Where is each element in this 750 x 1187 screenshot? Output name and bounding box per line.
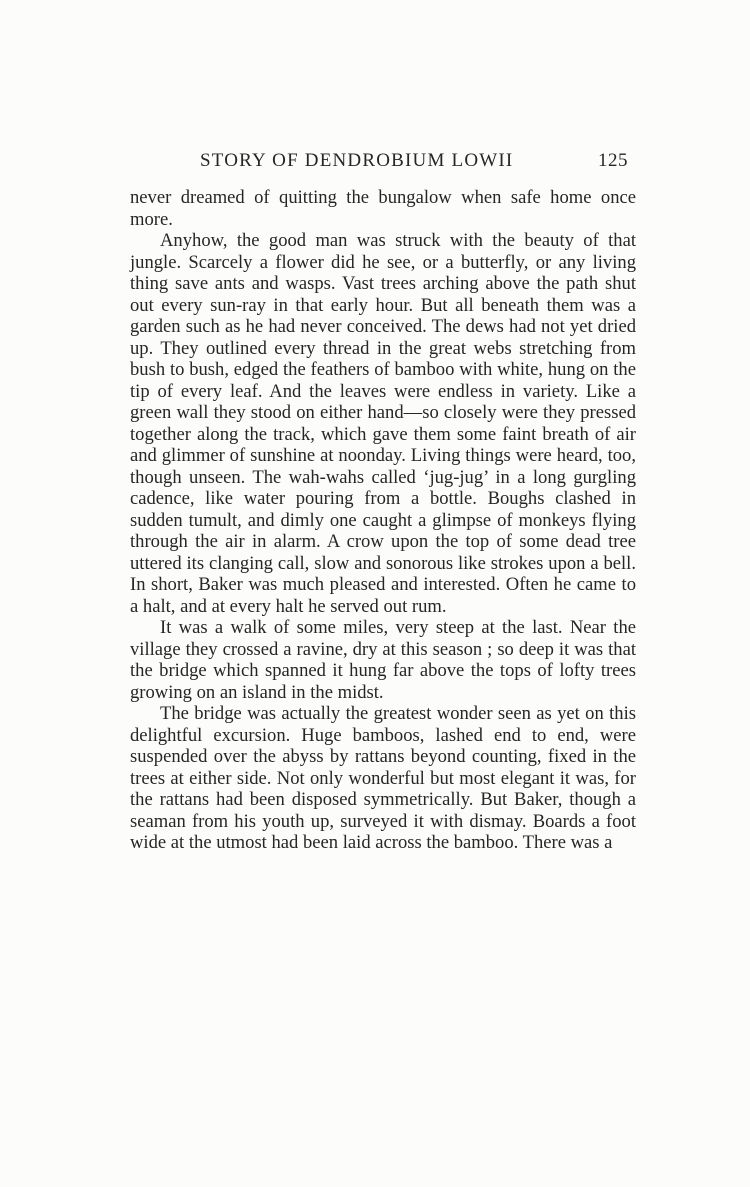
body-text: [130, 187, 636, 854]
paragraph: Anyhow, the good man was struck with the beauty of that jungle. Scarcely a flower did he see, or a butterfly, or any living thing save ants and wasps. Vast trees arching above the path shut out every sun-ray in that early hour. But all beneath them was a garden such as he had never conceived. The dews had not yet dried up. They outlined every thread in the great webs stretching from bush to bush, edged the feathers of bamboo with white, hung on the tip of every leaf. And the leaves were endless in variety. Like a green wall they stood on either hand—so closely were they pressed together along the track, which gave them some faint breath of air and glimmer of sunshine at noonday. Living things were heard, too, though unseen. The wah-wahs called ‘jug-jug’ in a long gurgling cadence, like water pouring from a bottle. Boughs clashed in sudden tumult, and dimly one caught a glimpse of monkeys flying through the air in alarm. A crow upon the top of some dead tree uttered its clanging call, slow and sonorous like strokes upon a bell. In short, Baker was much pleased and interested. Often he came to a halt, and at every halt he served out rum.: [130, 230, 636, 617]
paragraph: The bridge was actually the greatest wonder seen as yet on this delightful excursion. Huge bamboos, lashed end to end, were suspended over the abyss by rattans beyond counting, fixed in the trees at either side. Not only wonderful but most elegant it was, for the rattans had been disposed symmetrically. But Baker, though a seaman from his youth up, surveyed it with dismay. Boards a foot wide at the utmost had been laid across the bamboo. There was a: [130, 703, 636, 853]
page-header: [200, 150, 640, 176]
paragraph-continuation: never dreamed of quitting the bungalow when safe home once more.: [130, 187, 636, 230]
running-head: STORY OF DENDROBIUM LOWII: [200, 150, 514, 171]
paragraph: It was a walk of some miles, very steep at the last. Near the village they crossed a ravine, dry at this season ; so deep it was that the bridge which spanned it hung far above the tops of lofty trees growing on an island in the midst.: [130, 617, 636, 703]
page-number: 125: [598, 150, 628, 171]
